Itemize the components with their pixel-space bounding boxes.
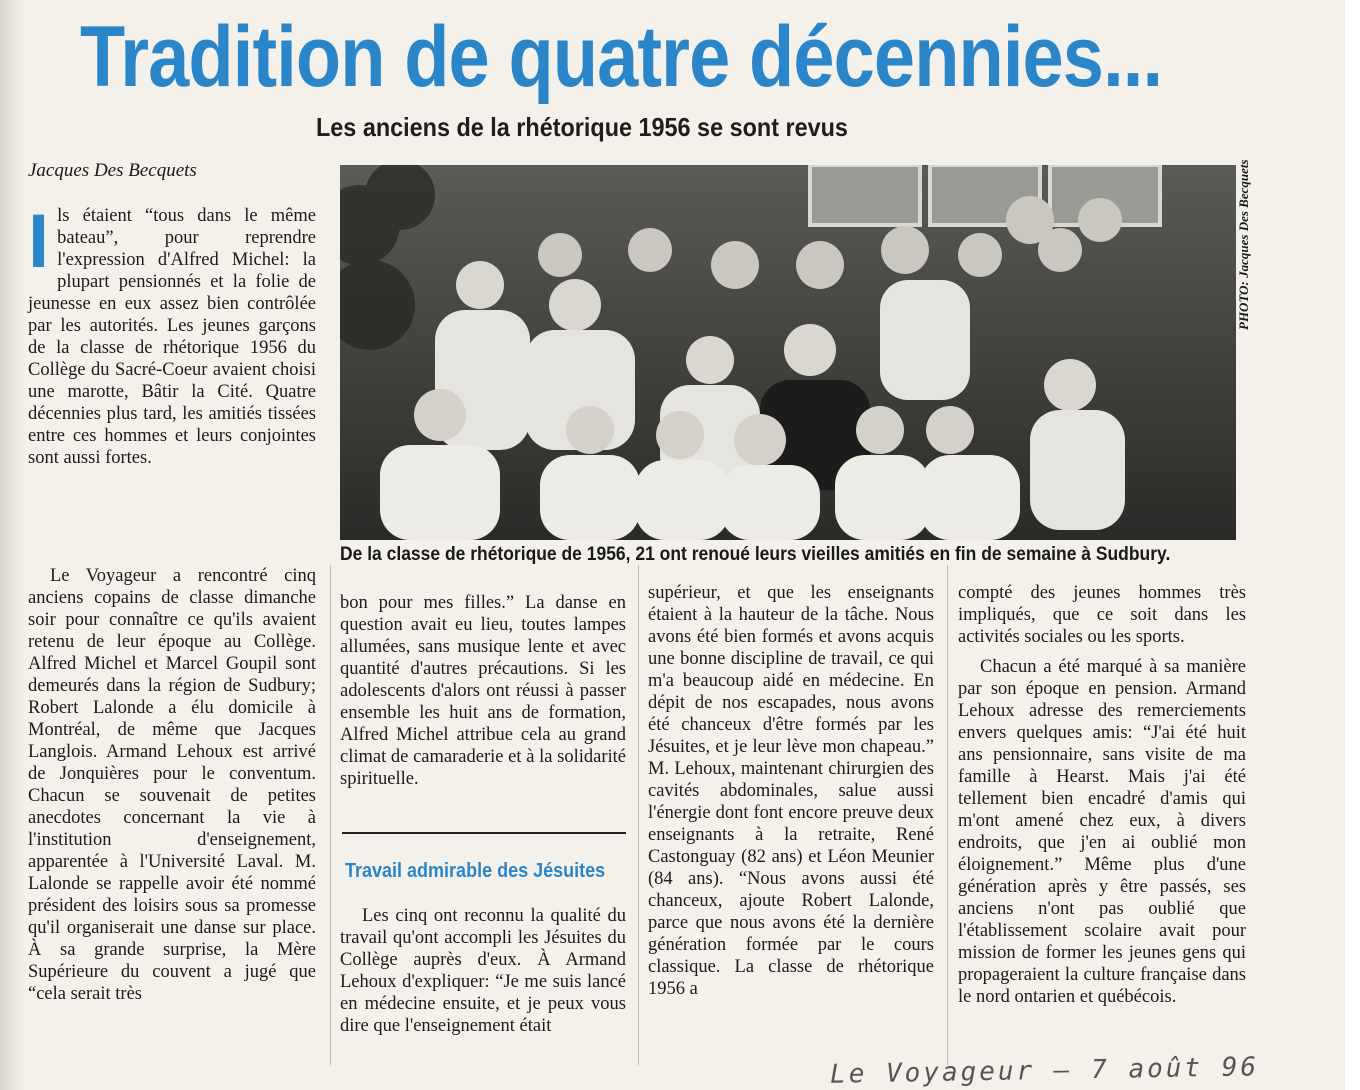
body-paragraph-5: compté des jeunes hommes très impliqués, que ce soit dans les activités sociales ou les sports.	[958, 583, 1246, 647]
body-paragraph-3: Les cinq ont reconnu la qualité du travail qu'ont accompli les Jésuites du Collège auprès d'eux. À Armand Lehoux d'expliquer: “Je me suis lancé en médecine ensuite, et je peux vous dire que l'enseignement était	[340, 906, 626, 1036]
body-paragraph-2: bon pour mes filles.” La danse en question avait eu lieu, toutes lampes allumées, sans musique lente et avec quantité d'autres précautions. Si les adolescents d'alors ont réussi à passer ensemble les huit ans de formation, Alfred Michel attribue cela au grand climat de camaraderie et à la solidarité spirituelle.	[340, 593, 626, 789]
headline: Tradition de quatre décennies...	[80, 9, 1163, 105]
column-4	[958, 582, 1246, 1016]
body-paragraph-1: Le Voyageur a rencontré cinq anciens copains de classe dimanche soir pour connaître ce qu'ils avaient retenu de leur époque au Collège. Alfred Michel et Marcel Goupil sont demeurés dans la région de Sudbury; Robert Lalonde a élu domicile à Montréal, de même que Jacques Langlois. Armand Lehoux est arrivé de Jonquières pour le conventum. Chacun se souvenait de petites anecdotes concernant la vie à l'institution d'enseignement, apparentée à l'Université Laval. M. Lalonde se rappelle avoir été nommé président des loisirs sous sa promesse qu'il organiserait une danse sur place. À sa grande surprise, la Mère Supérieure du couvent a jugé que “cela serait très	[28, 566, 316, 1004]
intro-paragraph: ls étaient “tous dans le même bateau”, pour reprendre l'expression d'Alfred Michel: la plupart pensionnés et la folie de jeunesse en eux assez bien contrôlée par les autorités. Les jeunes garçons de la classe de rhétorique 1956 du Collège du Sacré-Coeur avaient choisi une marotte, Bâtir la Cité. Quatre décennies plus tard, les amitiés tissées entre ces hommes et leurs conjointes sont aussi fortes.	[28, 206, 316, 468]
body-paragraph-4: supérieur, et que les enseignants étaient à la hauteur de la tâche. Nous avons été bien formés et avons acquis une bonne discipline de travail, ce qui m'a beaucoup aidé en médecine. En dépit de nos escapades, nous avons été chanceux d'être formés par les Jésuites, et je leur lève mon chapeau.” M. Lehoux, maintenant chirurgien des cavités abdominales, salue aussi l'énergie dont font encore preuve deux enseignants à la retraite, René Castonguay (82 ans) et Léon Meunier (84 ans). “Nous avons aussi été chanceux, ajoute Robert Lalonde, parce que nous avons été la dernière génération formée par le cours classique. La classe de rhétorique 1956 a	[648, 583, 934, 999]
drop-cap: I	[28, 199, 50, 284]
body-paragraph-6: Chacun a été marqué à sa manière par son époque en pension. Armand Lehoux adresse des remerciements envers quelques amis: “J'ai été huit ans pensionnaire, sans visite de ma famille à Hearst. Mais j'ai été tellement bien encadré d'amis qui m'ont amené chez eux, à divers endroits, que j'en ai oublié mon éloignement.” Même plus d'une génération après y être passés, ses anciens n'ont pas oublié que l'établissement scolaire avait pour mission de former les jeunes gens qui propageraient la culture française dans le nord ontarien et québécois.	[958, 657, 1246, 1007]
column-divider-2	[638, 565, 639, 1065]
column-3	[648, 582, 934, 1008]
group-photo-illustration	[340, 165, 1236, 540]
column-divider-1	[330, 565, 331, 1065]
photo-caption: De la classe de rhétorique de 1956, 21 ont renoué leurs vieilles amitiés en fin de semaine à Sudbury.	[340, 544, 1171, 565]
column-1-body	[28, 565, 316, 1013]
byline: Jacques Des Becquets	[28, 160, 197, 181]
handwritten-note: Le Voyageur — 7 août 96	[829, 1052, 1260, 1090]
photo-credit: PHOTO: Jacques Des Becquets	[1236, 159, 1251, 330]
column-1-intro	[28, 199, 316, 477]
subheadline: Les anciens de la rhétorique 1956 se sont revus	[316, 112, 848, 142]
group-photo	[340, 165, 1236, 540]
column-divider-3	[947, 565, 948, 1065]
scan-edge	[0, 0, 26, 1090]
section-rule	[342, 832, 626, 834]
section-heading: Travail admirable des Jésuites	[345, 860, 606, 882]
column-2-bottom	[340, 905, 626, 1045]
column-2-top	[340, 592, 626, 798]
